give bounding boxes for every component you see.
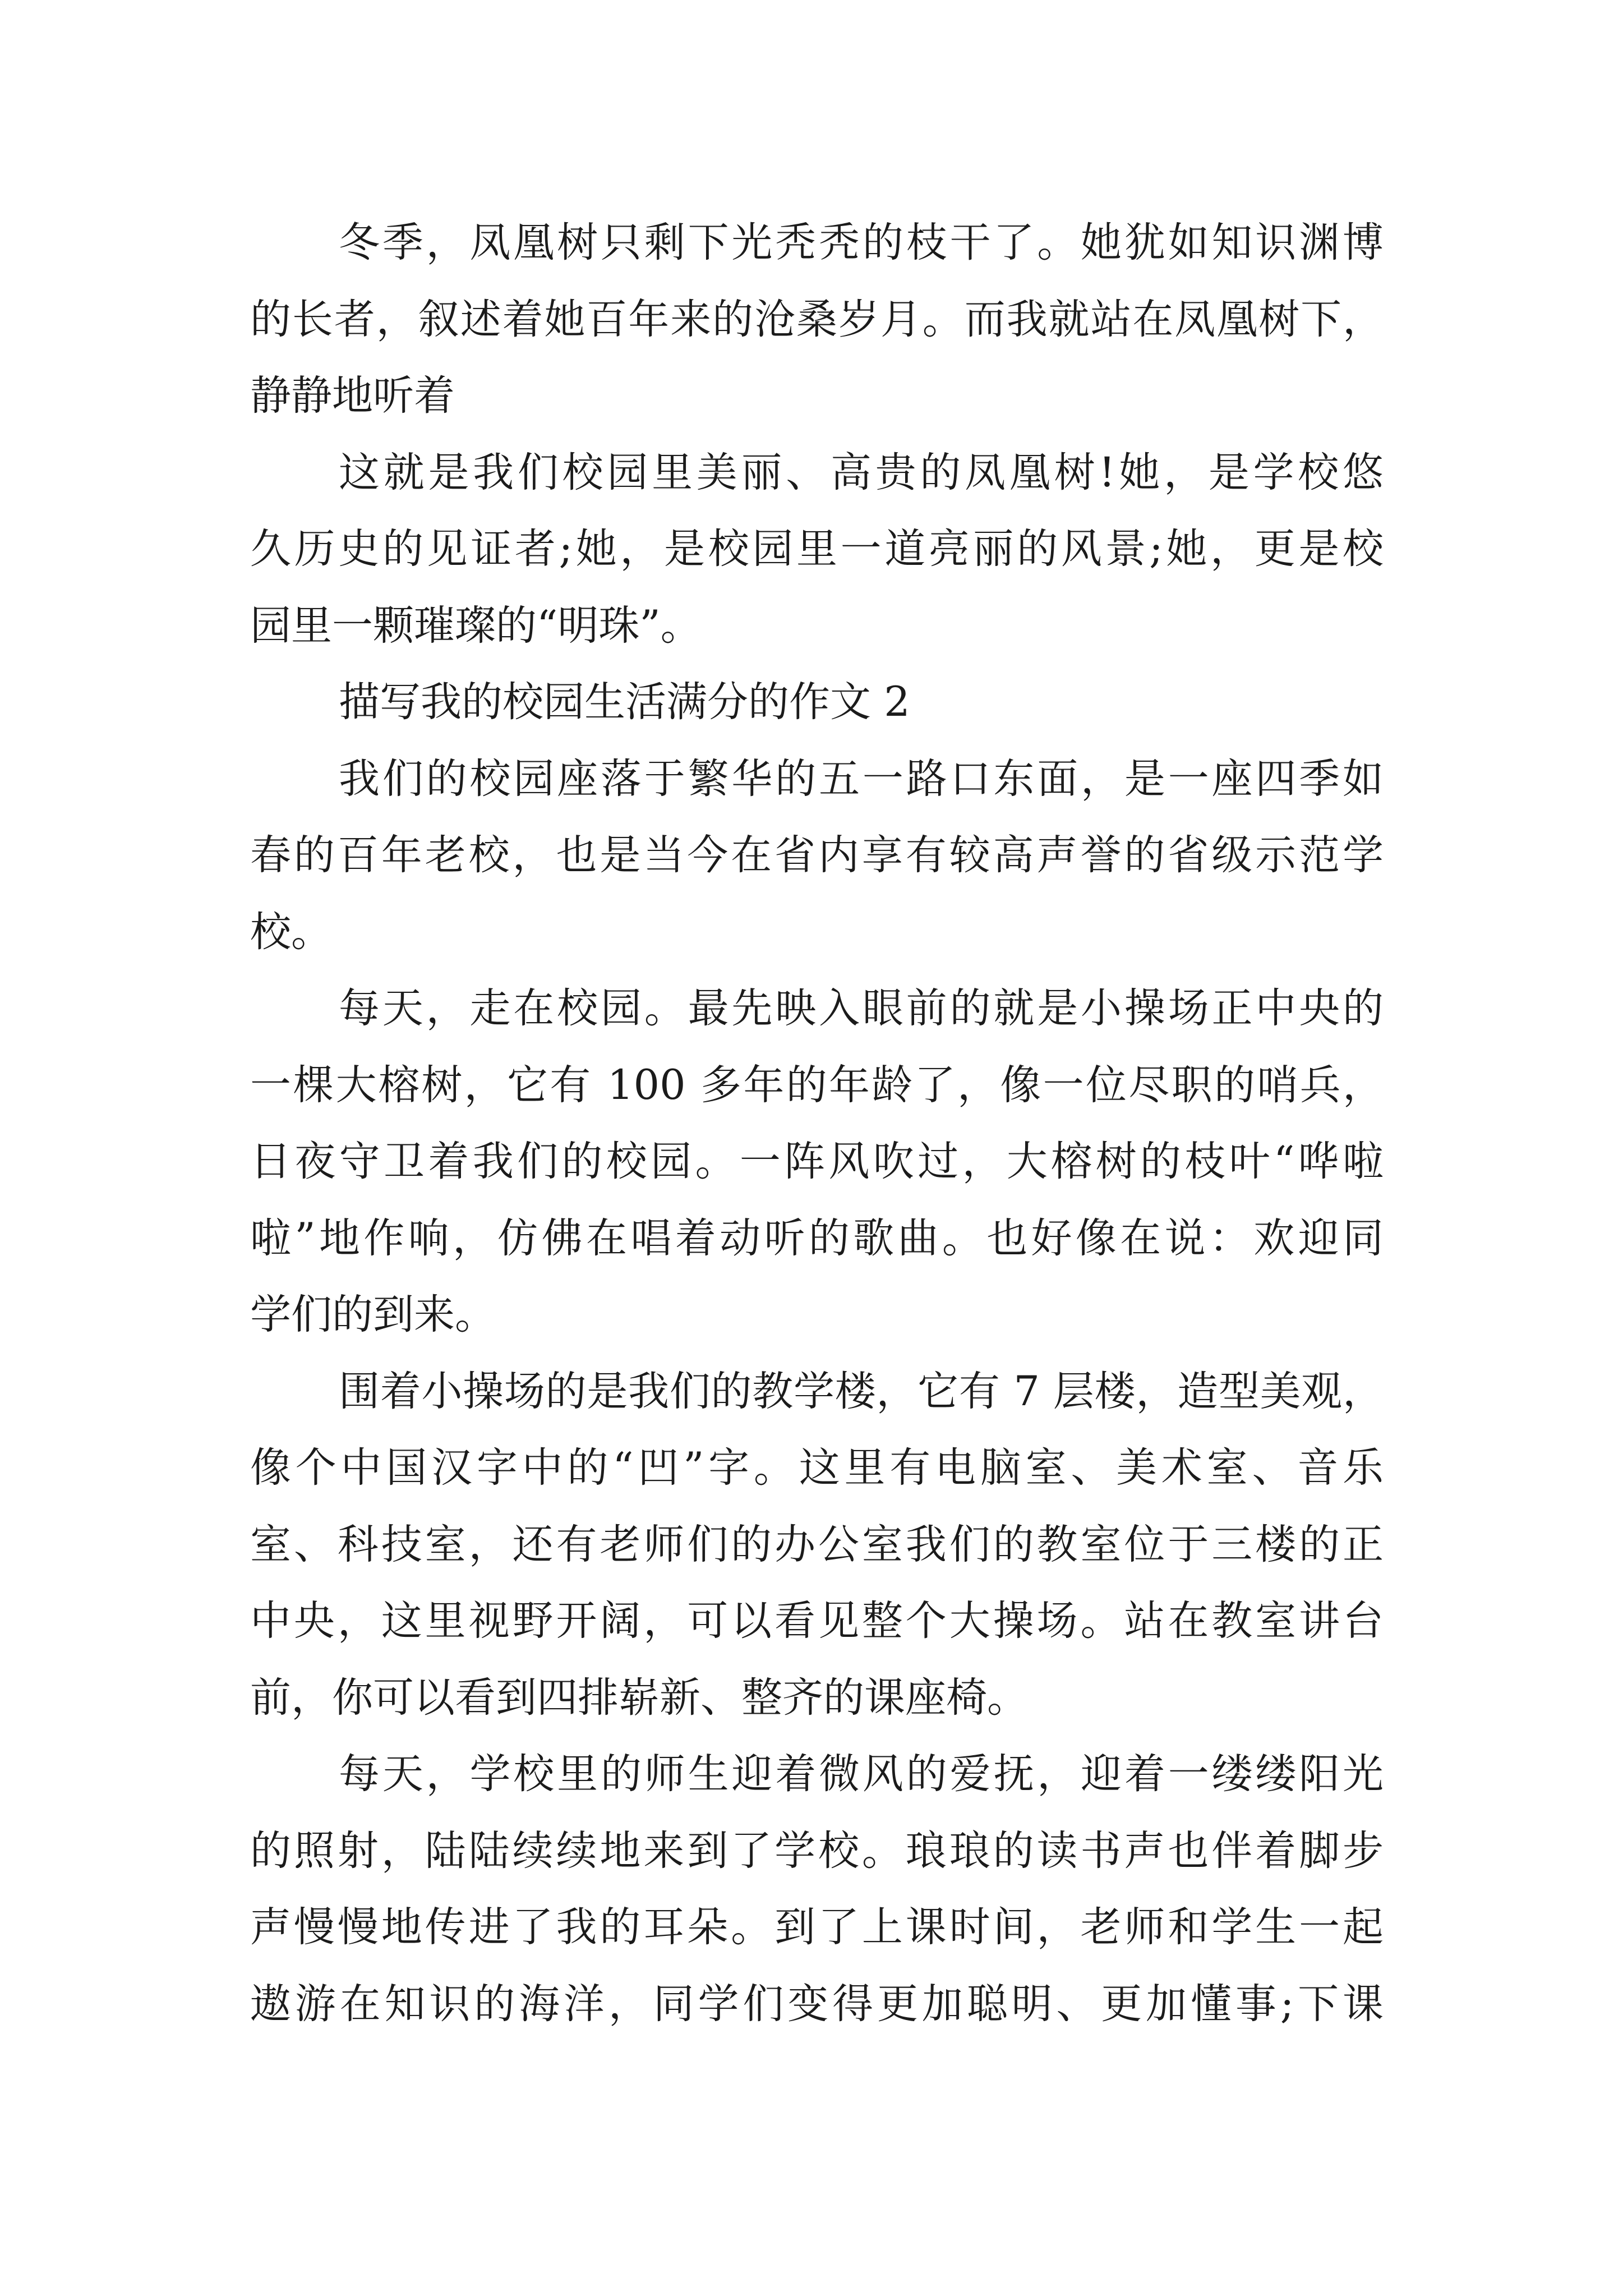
paragraph-line: 每天，走在校园。最先映入眼前的就是小操场正中央的 (339, 984, 1384, 1032)
paragraph-line: 静静地听着 (250, 372, 455, 420)
document-body (250, 205, 1384, 2042)
paragraph-line: 围着小操场的是我们的教学楼，它有 7 层楼，造型美观， (339, 1367, 1384, 1415)
paragraph-line: 春的百年老校，也是当今在省内享有较高声誉的省级示范学 (250, 831, 1384, 879)
paragraph (250, 435, 1384, 665)
paragraph-line: 遨游在知识的海洋，同学们变得更加聪明、更加懂事;下课 (250, 1980, 1384, 2028)
paragraph-line: 啦”地作响，仿佛在唱着动听的歌曲。也好像在说：欢迎同 (250, 1214, 1384, 1262)
paragraph-line: 校。 (250, 908, 332, 956)
paragraph (250, 1736, 1384, 2042)
paragraph-line: 中央，这里视野开阔，可以看见整个大操场。站在教室讲台 (250, 1597, 1384, 1645)
paragraph-line: 久历史的见证者;她，是校园里一道亮丽的风景;她，更是校 (250, 525, 1384, 573)
paragraph-line: 的照射，陆陆续续地来到了学校。琅琅的读书声也伴着脚步 (250, 1826, 1384, 1875)
paragraph-line: 一棵大榕树，它有 100 多年的年龄了，像一位尽职的哨兵， (250, 1061, 1384, 1109)
paragraph-line: 日夜守卫着我们的校园。一阵风吹过，大榕树的枝叶“哗啦 (250, 1138, 1384, 1185)
paragraph (250, 970, 1384, 1354)
paragraph-line: 像个中国汉字中的“凹”字。这里有电脑室、美术室、音乐 (250, 1444, 1384, 1492)
paragraph-line: 冬季，凤凰树只剩下光秃秃的枝干了。她犹如知识渊博 (339, 219, 1384, 266)
section-heading (250, 664, 1384, 741)
paragraph-line: 我们的校园座落于繁华的五一路口东面，是一座四季如 (339, 754, 1384, 803)
paragraph-line: 学们的到来。 (250, 1291, 496, 1338)
paragraph-line: 声慢慢地传进了我的耳朵。到了上课时间，老师和学生一起 (250, 1903, 1384, 1951)
paragraph-line: 每天，学校里的师生迎着微风的爱抚，迎着一缕缕阳光 (339, 1750, 1384, 1798)
paragraph (250, 1354, 1384, 1737)
paragraph-line: 的长者，叙述着她百年来的沧桑岁月。而我就站在凤凰树下， (250, 295, 1384, 343)
paragraph-line: 前，你可以看到四排崭新、整齐的课座椅。 (250, 1673, 1028, 1722)
paragraph (250, 741, 1384, 971)
paragraph (250, 205, 1384, 435)
section-heading-text: 描写我的校园生活满分的作文 2 (339, 678, 910, 726)
paragraph-line: 这就是我们校园里美丽、高贵的凤凰树!她，是学校悠 (339, 448, 1384, 496)
paragraph-line: 园里一颗璀璨的“明珠”。 (250, 601, 702, 650)
paragraph-line: 室、科技室，还有老师们的办公室我们的教室位于三楼的正 (250, 1520, 1384, 1568)
